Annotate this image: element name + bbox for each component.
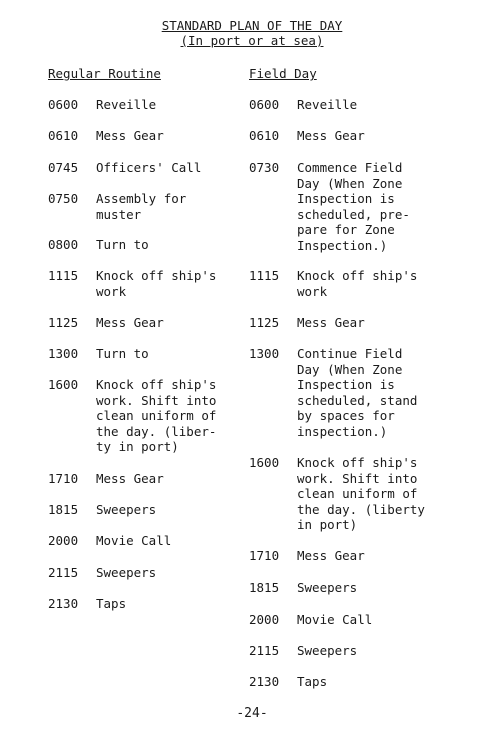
field-day-activity-line: Inspection is — [297, 191, 395, 206]
field-day-activity-line: Commence Field — [297, 160, 403, 175]
regular-routine-activity-line: Taps — [96, 596, 127, 611]
field-day-activity — [297, 97, 357, 113]
regular-routine-time: 1115 — [48, 268, 79, 283]
field-day-activity — [297, 346, 417, 439]
regular-routine-activity — [96, 596, 126, 612]
field-day-activity — [297, 674, 327, 690]
field-day-activity — [297, 612, 372, 628]
field-day-activity-line: work. Shift into — [297, 470, 418, 486]
regular-routine-activity-line: Turn to — [96, 237, 149, 252]
regular-routine-activity-line: work — [96, 283, 127, 299]
regular-routine-activity-line: Movie Call — [96, 533, 172, 548]
field-day-activity — [297, 268, 417, 299]
regular-routine-activity-line: muster — [96, 206, 142, 222]
regular-routine-time: 0610 — [48, 128, 79, 143]
regular-routine-time: 1125 — [48, 315, 79, 330]
regular-routine-time: 1300 — [48, 346, 79, 361]
regular-routine-time: 0600 — [48, 97, 79, 112]
field-day-activity-line: Day (When Zone — [297, 361, 403, 377]
field-day-activity-line: Sweepers — [297, 643, 358, 658]
regular-routine-time: 1710 — [48, 471, 79, 486]
regular-routine-time: 0750 — [48, 191, 79, 206]
field-day-activity-line: the day. (liberty — [297, 501, 425, 517]
regular-routine-time: 2115 — [48, 565, 79, 580]
regular-routine-time: 2130 — [48, 596, 79, 611]
field-day-heading: Field Day — [249, 66, 317, 81]
regular-routine-time: 0745 — [48, 160, 79, 175]
field-day-activity-line: Day (When Zone — [297, 175, 403, 191]
field-day-time: 1815 — [249, 580, 280, 595]
regular-routine-activity-line: Turn to — [96, 346, 149, 361]
field-day-activity-line: pare for Zone — [297, 222, 395, 237]
field-day-activity-line: Inspection.) — [297, 237, 388, 253]
field-day-activity — [297, 643, 357, 659]
field-day-activity-line: Movie Call — [297, 612, 373, 627]
regular-routine-activity — [96, 565, 156, 581]
regular-routine-heading: Regular Routine — [48, 66, 161, 81]
regular-routine-activity-line: Knock off ship's — [96, 377, 217, 392]
field-day-activity-line: inspection.) — [297, 423, 388, 439]
regular-routine-time: 1815 — [48, 502, 79, 517]
regular-routine-activity-line: Officers' Call — [96, 160, 202, 175]
field-day-time: 2000 — [249, 612, 280, 627]
field-day-activity-line: Taps — [297, 674, 328, 689]
regular-routine-activity-line: Knock off ship's — [96, 268, 217, 283]
field-day-time: 2115 — [249, 643, 280, 658]
regular-routine-activity-line: ty in port) — [96, 439, 179, 454]
page-title: STANDARD PLAN OF THE DAY — [161, 18, 343, 33]
regular-routine-activity-line: Mess Gear — [96, 471, 164, 486]
field-day-time: 1115 — [249, 268, 280, 283]
regular-routine-activity — [96, 533, 171, 549]
field-day-activity — [297, 315, 365, 331]
regular-routine-time: 2000 — [48, 533, 79, 548]
field-day-activity-line: Inspection is — [297, 377, 395, 392]
field-day-time: 0610 — [249, 128, 280, 143]
field-day-time: 1125 — [249, 315, 280, 330]
regular-routine-activity-line: Assembly for — [96, 191, 187, 206]
field-day-activity — [297, 128, 365, 144]
field-day-activity-line: Reveille — [297, 97, 358, 112]
regular-routine-time: 1600 — [48, 377, 79, 392]
field-day-time: 0600 — [249, 97, 280, 112]
field-day-time: 2130 — [249, 674, 280, 689]
regular-routine-activity-line: work. Shift into — [96, 392, 217, 408]
regular-routine-activity — [96, 97, 156, 113]
field-day-time: 1600 — [249, 455, 280, 470]
regular-routine-activity — [96, 191, 186, 222]
regular-routine-activity-line: Mess Gear — [96, 128, 164, 143]
field-day-activity-line: Knock off ship's — [297, 455, 418, 470]
regular-routine-activity — [96, 237, 149, 253]
regular-routine-activity-line: Mess Gear — [96, 315, 164, 330]
regular-routine-activity-line: clean uniform of — [96, 408, 217, 423]
regular-routine-activity-line: Reveille — [96, 97, 157, 112]
field-day-activity-line: Mess Gear — [297, 548, 365, 563]
field-day-activity-line: Continue Field — [297, 346, 403, 361]
regular-routine-activity-line: the day. (liber- — [96, 423, 217, 439]
field-day-activity-line: scheduled, stand — [297, 392, 418, 408]
page-subtitle: (In port or at sea) — [180, 33, 324, 48]
field-day-activity-line: Mess Gear — [297, 315, 365, 330]
page-number: -24- — [236, 706, 268, 721]
regular-routine-activity — [96, 346, 149, 362]
field-day-activity-line: Knock off ship's — [297, 268, 418, 283]
field-day-activity-line: clean uniform of — [297, 486, 418, 501]
field-day-activity-line: work — [297, 283, 328, 299]
regular-routine-activity-line: Sweepers — [96, 502, 157, 517]
regular-routine-activity — [96, 502, 156, 518]
regular-routine-activity — [96, 377, 216, 455]
regular-routine-activity — [96, 268, 216, 299]
field-day-activity — [297, 548, 365, 564]
regular-routine-activity — [96, 160, 201, 176]
field-day-activity — [297, 580, 357, 596]
regular-routine-activity-line: Sweepers — [96, 565, 157, 580]
field-day-activity — [297, 160, 410, 253]
field-day-activity-line: scheduled, pre- — [297, 206, 410, 222]
field-day-activity — [297, 455, 425, 533]
field-day-time: 0730 — [249, 160, 280, 175]
field-day-activity-line: Mess Gear — [297, 128, 365, 143]
field-day-activity-line: in port) — [297, 517, 358, 532]
field-day-time: 1710 — [249, 548, 280, 563]
regular-routine-activity — [96, 315, 164, 331]
field-day-activity-line: by spaces for — [297, 408, 395, 423]
regular-routine-time: 0800 — [48, 237, 79, 252]
regular-routine-activity — [96, 471, 164, 487]
regular-routine-activity — [96, 128, 164, 144]
field-day-time: 1300 — [249, 346, 280, 361]
field-day-activity-line: Sweepers — [297, 580, 358, 595]
